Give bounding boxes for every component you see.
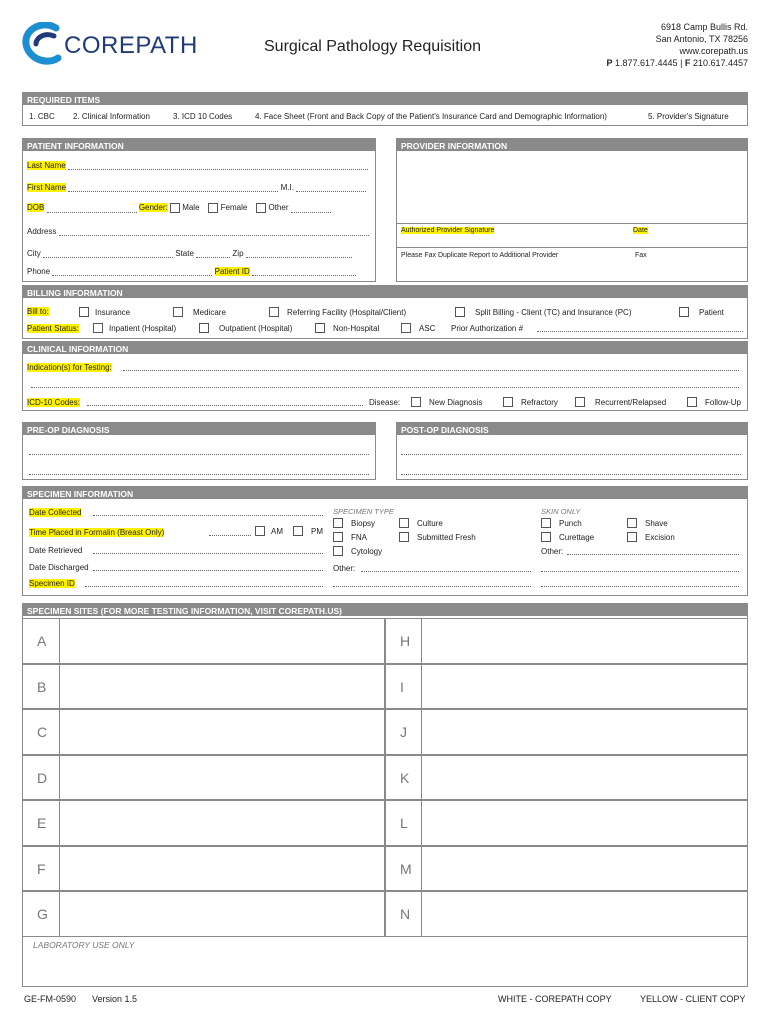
female-checkbox[interactable] bbox=[208, 203, 218, 213]
mi-label: M.I. bbox=[280, 183, 294, 192]
time-formalin-label: Time Placed in Formalin (Breast Only) bbox=[29, 528, 165, 537]
time-formalin-field[interactable] bbox=[209, 528, 251, 536]
state-field[interactable] bbox=[196, 250, 230, 258]
recurrent-checkbox[interactable] bbox=[575, 397, 585, 407]
preop-section bbox=[22, 422, 376, 480]
billing-info-section bbox=[22, 285, 748, 339]
biopsy-checkbox[interactable] bbox=[333, 518, 343, 528]
white-copy-label: WHITE - COREPATH COPY bbox=[498, 994, 612, 1004]
specimen-site-letter: F bbox=[37, 860, 46, 877]
am-label: AM bbox=[271, 527, 283, 536]
first-name-row bbox=[27, 183, 366, 192]
preop-header: PRE-OP DIAGNOSIS bbox=[23, 423, 375, 435]
icd10-label: ICD-10 Codes: bbox=[27, 398, 80, 407]
fax-divider bbox=[397, 247, 747, 248]
phone-label: Phone bbox=[27, 267, 51, 276]
punch-checkbox[interactable] bbox=[541, 518, 551, 528]
zip-label: Zip bbox=[232, 249, 244, 258]
biopsy-label: Biopsy bbox=[351, 519, 376, 528]
specimen-type-title: SPECIMEN TYPE bbox=[333, 507, 394, 516]
phone: 1.877.617.4445 bbox=[614, 58, 678, 68]
gender-label: Gender: bbox=[138, 203, 168, 213]
excision-checkbox[interactable] bbox=[627, 532, 637, 542]
culture-checkbox[interactable] bbox=[399, 518, 409, 528]
website: www.corepath.us bbox=[679, 46, 748, 56]
address-line-2: San Antonio, TX 78256 bbox=[655, 34, 748, 44]
brand-name: COREPATH bbox=[64, 32, 198, 59]
specimen-site-letter: M bbox=[400, 860, 412, 877]
specimen-info-section bbox=[22, 486, 748, 596]
city-field[interactable] bbox=[43, 250, 173, 258]
specimen-site-row-left[interactable] bbox=[23, 891, 385, 937]
address-row bbox=[27, 227, 369, 236]
provider-info-header: PROVIDER INFORMATION bbox=[397, 139, 747, 151]
skin-other-field-2[interactable] bbox=[541, 564, 739, 572]
excision-label: Excision bbox=[645, 533, 675, 542]
followup-checkbox[interactable] bbox=[687, 397, 697, 407]
split-billing-checkbox[interactable] bbox=[455, 307, 465, 317]
state-label: State bbox=[175, 249, 194, 258]
first-name-label: First Name bbox=[27, 183, 67, 192]
patient-id-field[interactable] bbox=[252, 268, 356, 276]
outpatient-label: Outpatient (Hospital) bbox=[219, 324, 293, 333]
skin-only-title: SKIN ONLY bbox=[541, 507, 581, 516]
skin-other-field[interactable] bbox=[567, 547, 739, 555]
signature-date-label: Date bbox=[633, 227, 648, 234]
city-label: City bbox=[27, 249, 41, 258]
indications-field-1[interactable] bbox=[123, 363, 739, 371]
specimen-site-letter: N bbox=[400, 906, 411, 922]
followup-label: Follow-Up bbox=[705, 398, 742, 407]
zip-field[interactable] bbox=[246, 250, 352, 258]
prior-auth-label: Prior Authorization # bbox=[451, 324, 524, 333]
specimen-site-row-right[interactable] bbox=[385, 891, 747, 937]
asc-checkbox[interactable] bbox=[401, 323, 411, 333]
specimen-site-letter: K bbox=[400, 769, 410, 786]
date-collected-field[interactable] bbox=[93, 508, 323, 516]
specimen-sites-header: SPECIMEN SITES (FOR MORE TESTING INFORMATION, VISIT COREPATH.US) bbox=[23, 604, 747, 616]
address-field[interactable] bbox=[59, 228, 369, 236]
specimen-site-row-right[interactable] bbox=[385, 664, 747, 710]
form-id: GE-FM-0590 bbox=[24, 994, 77, 1004]
provider-signature-label: Authorized Provider Signature bbox=[401, 227, 495, 234]
last-name-field[interactable] bbox=[68, 162, 368, 170]
other-gender-checkbox[interactable] bbox=[256, 203, 266, 213]
pm-label: PM bbox=[311, 527, 323, 536]
specimen-site-letter: C bbox=[37, 724, 48, 740]
lab-use-label: LABORATORY USE ONLY bbox=[33, 940, 135, 950]
specimen-site-row-left[interactable] bbox=[23, 846, 385, 892]
date-discharged-field[interactable] bbox=[93, 563, 323, 571]
specimen-site-row-right[interactable] bbox=[385, 618, 747, 664]
referring-facility-checkbox[interactable] bbox=[269, 307, 279, 317]
required-items-section bbox=[22, 92, 748, 126]
specimen-sites-grid bbox=[23, 618, 747, 936]
specimen-other-field-2[interactable] bbox=[333, 579, 531, 587]
required-item-1: 1. CBC bbox=[29, 112, 55, 121]
specimen-site-letter: G bbox=[37, 906, 48, 922]
specimen-site-row-left[interactable] bbox=[23, 709, 385, 755]
specimen-other-label: Other: bbox=[333, 564, 356, 573]
nonhospital-label: Non-Hospital bbox=[333, 324, 380, 333]
page-title: Surgical Pathology Requisition bbox=[264, 38, 482, 55]
site-label-column-divider bbox=[421, 618, 422, 937]
am-checkbox[interactable] bbox=[255, 526, 265, 536]
inpatient-checkbox[interactable] bbox=[93, 323, 103, 333]
patient-billing-checkbox[interactable] bbox=[679, 307, 689, 317]
city-row bbox=[27, 249, 352, 258]
patient-status-label: Patient Status: bbox=[27, 324, 80, 333]
address-line-1: 6918 Camp Bullis Rd. bbox=[660, 22, 748, 32]
other-gender-field[interactable] bbox=[291, 205, 331, 213]
fax-duplicate-label: Please Fax Duplicate Report to Additional Provider bbox=[401, 252, 559, 259]
new-diagnosis-checkbox[interactable] bbox=[411, 397, 421, 407]
specimen-site-row-left[interactable] bbox=[23, 618, 385, 664]
shave-checkbox[interactable] bbox=[627, 518, 637, 528]
specimen-site-row-right[interactable] bbox=[385, 755, 747, 801]
indications-field-2[interactable] bbox=[31, 380, 739, 388]
icd10-field[interactable] bbox=[87, 398, 363, 406]
dob-row bbox=[27, 203, 331, 213]
dob-label: DOB bbox=[27, 203, 45, 213]
split-billing-label: Split Billing - Client (TC) and Insurance (PC) bbox=[475, 308, 632, 317]
specimen-other-field[interactable] bbox=[361, 564, 531, 572]
medicare-label: Medicare bbox=[193, 308, 226, 317]
specimen-site-row-right[interactable] bbox=[385, 800, 747, 846]
clinical-info-header: CLINICAL INFORMATION bbox=[23, 342, 747, 354]
corepath-logo-icon bbox=[22, 22, 62, 66]
fax-prefix: F bbox=[684, 58, 691, 68]
billing-info-header: BILLING INFORMATION bbox=[23, 286, 747, 298]
specimen-site-letter: E bbox=[37, 815, 47, 831]
dob-field[interactable] bbox=[47, 205, 137, 213]
address-label: Address bbox=[27, 227, 57, 236]
specimen-site-letter: A bbox=[37, 633, 47, 649]
specimen-site-row-right[interactable] bbox=[385, 846, 747, 892]
postop-section bbox=[396, 422, 748, 480]
prior-auth-field[interactable] bbox=[537, 324, 743, 332]
cytology-label: Cytology bbox=[351, 547, 383, 556]
other-gender-label: Other bbox=[268, 203, 289, 213]
refractory-label: Refractory bbox=[521, 398, 558, 407]
culture-label: Culture bbox=[417, 519, 443, 528]
patient-info-header: PATIENT INFORMATION bbox=[23, 139, 375, 151]
nonhospital-checkbox[interactable] bbox=[315, 323, 325, 333]
curettage-checkbox[interactable] bbox=[541, 532, 551, 542]
phone-field[interactable] bbox=[52, 268, 212, 276]
specimen-site-row-right[interactable] bbox=[385, 709, 747, 755]
yellow-copy-label: YELLOW - CLIENT COPY bbox=[640, 994, 746, 1004]
specimen-sites-section bbox=[22, 603, 748, 987]
specimen-site-row-left[interactable] bbox=[23, 755, 385, 801]
date-retrieved-label: Date Retrieved bbox=[29, 546, 83, 555]
phone-prefix: P bbox=[606, 58, 613, 68]
curettage-label: Curettage bbox=[559, 533, 595, 542]
date-collected-label: Date Collected bbox=[29, 508, 82, 517]
outpatient-checkbox[interactable] bbox=[199, 323, 209, 333]
skin-other-field-3[interactable] bbox=[541, 579, 739, 587]
signature-divider bbox=[397, 223, 747, 224]
last-name-row bbox=[27, 161, 368, 170]
preop-field-2[interactable] bbox=[29, 467, 369, 475]
refractory-checkbox[interactable] bbox=[503, 397, 513, 407]
bill-to-row bbox=[27, 307, 49, 316]
specimen-site-row-left[interactable] bbox=[23, 664, 385, 710]
first-name-field[interactable] bbox=[68, 184, 278, 192]
phone-fax-line bbox=[606, 57, 748, 69]
submitted-fresh-label: Submitted Fresh bbox=[417, 533, 476, 542]
provider-info-section bbox=[396, 138, 748, 282]
medicare-checkbox[interactable] bbox=[173, 307, 183, 317]
specimen-site-letter: D bbox=[37, 769, 48, 786]
disease-label: Disease: bbox=[369, 398, 401, 407]
skin-other-label: Other: bbox=[541, 547, 564, 556]
shave-label: Shave bbox=[645, 519, 668, 528]
specimen-site-letter: B bbox=[37, 678, 47, 695]
specimen-site-letter: I bbox=[400, 678, 404, 695]
specimen-id-field[interactable] bbox=[85, 579, 323, 587]
recurrent-label: Recurrent/Relapsed bbox=[595, 398, 667, 407]
specimen-site-letter: J bbox=[400, 724, 407, 740]
patient-billing-label: Patient bbox=[699, 308, 724, 317]
required-item-3: 3. ICD 10 Codes bbox=[173, 112, 233, 121]
postop-field-2[interactable] bbox=[401, 467, 741, 475]
preop-field-1[interactable] bbox=[29, 447, 369, 455]
phone-row bbox=[27, 267, 356, 276]
site-label-column-divider bbox=[59, 618, 60, 937]
specimen-site-row-left[interactable] bbox=[23, 800, 385, 846]
bill-to-label: Bill to: bbox=[27, 307, 49, 316]
lab-address bbox=[606, 21, 748, 69]
fna-checkbox[interactable] bbox=[333, 532, 343, 542]
specimen-site-letter: L bbox=[400, 815, 408, 831]
postop-field-1[interactable] bbox=[401, 447, 741, 455]
inpatient-label: Inpatient (Hospital) bbox=[109, 324, 177, 333]
submitted-fresh-checkbox[interactable] bbox=[399, 532, 409, 542]
required-item-2: 2. Clinical Information bbox=[73, 112, 150, 121]
indications-label: Indication(s) for Testing: bbox=[27, 363, 112, 372]
male-checkbox[interactable] bbox=[170, 203, 180, 213]
patient-info-section bbox=[22, 138, 376, 282]
date-discharged-label: Date Discharged bbox=[29, 563, 89, 572]
specimen-info-header: SPECIMEN INFORMATION bbox=[23, 487, 747, 499]
clinical-info-section bbox=[22, 341, 748, 411]
postop-header: POST-OP DIAGNOSIS bbox=[397, 423, 747, 435]
cytology-checkbox[interactable] bbox=[333, 546, 343, 556]
asc-label: ASC bbox=[419, 324, 436, 333]
punch-label: Punch bbox=[559, 519, 582, 528]
new-diagnosis-label: New Diagnosis bbox=[429, 398, 483, 407]
specimen-id-label: Specimen ID bbox=[29, 579, 75, 588]
separator: | bbox=[680, 58, 683, 68]
fax: 210.617.4457 bbox=[692, 58, 748, 68]
referring-facility-label: Referring Facility (Hospital/Client) bbox=[287, 308, 407, 317]
female-label: Female bbox=[220, 203, 248, 213]
pm-checkbox[interactable] bbox=[293, 526, 303, 536]
patient-id-label: Patient ID bbox=[214, 267, 250, 276]
provider-fax-label: Fax bbox=[635, 252, 647, 259]
insurance-label: Insurance bbox=[95, 308, 131, 317]
mi-field[interactable] bbox=[296, 184, 366, 192]
form-version: Version 1.5 bbox=[92, 994, 138, 1004]
last-name-label: Last Name bbox=[27, 161, 66, 170]
specimen-site-letter: H bbox=[400, 633, 411, 649]
required-items-header: REQUIRED ITEMS bbox=[23, 93, 747, 105]
fna-label: FNA bbox=[351, 533, 367, 542]
required-item-5: 5. Provider's Signature bbox=[648, 112, 729, 121]
date-retrieved-field[interactable] bbox=[93, 546, 323, 554]
corepath-logo bbox=[22, 22, 222, 66]
male-label: Male bbox=[182, 203, 200, 213]
insurance-checkbox[interactable] bbox=[79, 307, 89, 317]
required-item-4: 4. Face Sheet (Front and Back Copy of the Patient's Insurance Card and Demographic Information) bbox=[255, 112, 607, 121]
